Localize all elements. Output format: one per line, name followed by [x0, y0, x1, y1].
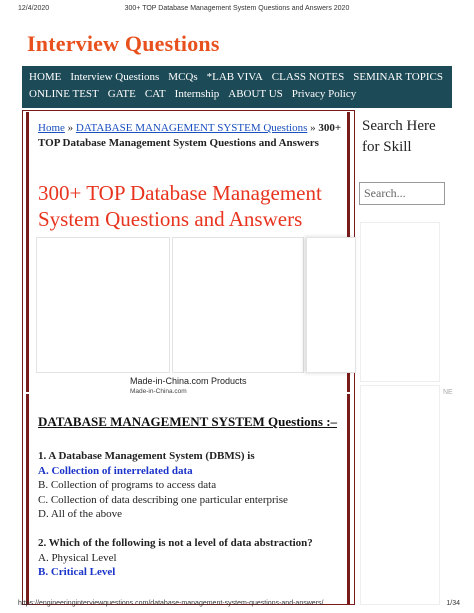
nav-row-2 [29, 88, 356, 100]
nav-item-privacy-policy[interactable]: Privacy Policy [291, 88, 357, 100]
ad-tile[interactable] [172, 237, 304, 373]
nav-item-about-us[interactable]: ABOUT US [228, 88, 283, 100]
question-title: 2. Which of the following is not a level of data abstraction? [38, 537, 313, 549]
print-header [0, 4, 474, 16]
answer-option: D. All of the above [38, 508, 123, 520]
main-navigation [22, 66, 452, 108]
question-title: 1. A Database Management System (DBMS) is [38, 450, 255, 462]
nav-item-cat[interactable]: CAT [144, 88, 166, 100]
answer-option-correct: B. Critical Level [38, 566, 116, 578]
ad-tile[interactable] [306, 237, 356, 373]
nav-item-class-notes[interactable]: CLASS NOTES [271, 71, 345, 83]
print-page-title: 300+ TOP Database Management System Questions and Answers 2020 [124, 5, 350, 12]
ad-caption[interactable]: Made-in-China.com Products [130, 376, 247, 386]
ad-banner[interactable] [36, 237, 356, 373]
search-heading: Search Here for Skill [362, 118, 436, 155]
breadcrumb-separator: » [67, 122, 74, 134]
answer-option: B. Collection of programs to access data [38, 479, 217, 491]
nav-row-1 [29, 71, 443, 83]
breadcrumb-home-link[interactable]: Home [38, 122, 65, 134]
breadcrumb-category-link[interactable]: DATABASE MANAGEMENT SYSTEM Questions [75, 122, 308, 134]
answer-option: A. Physical Level [38, 551, 117, 564]
question-block [38, 449, 348, 522]
print-url: https://engineeringinterviewquestions.com/database-management-system-questions-and-answers/ [18, 600, 324, 607]
nav-item-interview-questions[interactable]: Interview Questions [70, 71, 160, 83]
nav-item-internship[interactable]: Internship [174, 88, 220, 100]
ad-source[interactable]: Made-in-China.com [130, 388, 187, 395]
sidebar-ad-label: NE [443, 389, 453, 396]
question-block [38, 536, 348, 580]
breadcrumb-current: 300+ TOP Database Management System Questions and Answers [38, 122, 342, 149]
nav-item-gate[interactable]: GATE [107, 88, 136, 100]
print-date: 12/4/2020 [18, 5, 50, 12]
page-title: 300+ TOP Database Management System Questions and Answers [38, 181, 322, 231]
site-title[interactable]: Interview Questions [27, 31, 220, 56]
ad-tile[interactable] [36, 237, 170, 373]
print-page-number: 1/34 [446, 600, 460, 607]
answer-option: C. Collection of data describing one particular enterprise [38, 493, 288, 506]
nav-item-home[interactable]: HOME [29, 71, 62, 83]
nav-item-seminar-topics[interactable]: SEMINAR TOPICS [353, 71, 443, 83]
breadcrumb-separator: » [310, 122, 316, 134]
print-footer [0, 599, 474, 611]
search-input[interactable] [359, 182, 445, 205]
sidebar-ad[interactable] [360, 385, 440, 605]
section-heading: DATABASE MANAGEMENT SYSTEM Questions :– [38, 414, 338, 429]
answer-option-correct: A. Collection of interrelated data [38, 464, 193, 477]
breadcrumb [38, 121, 343, 151]
sidebar-ad[interactable] [360, 222, 440, 382]
nav-item-lab-viva[interactable]: *LAB VIVA [206, 71, 263, 83]
nav-item-online-test[interactable]: ONLINE TEST [29, 88, 99, 100]
nav-item-mcqs[interactable]: MCQs [168, 71, 198, 83]
